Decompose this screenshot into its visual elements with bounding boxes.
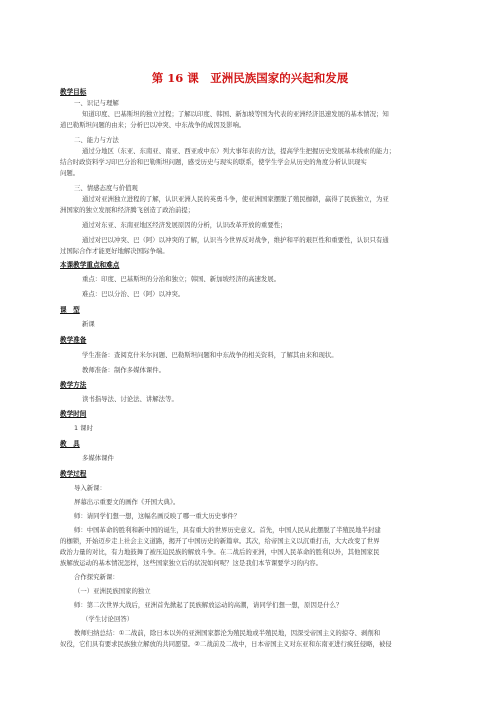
body-line: 问题。 [60, 169, 80, 177]
section-heading [0, 306, 500, 315]
section-heading-text: 教学目标 [60, 88, 87, 96]
body-line: 师：请同学们想一想，这幅名画反映了哪一重大历史事件？ [74, 512, 241, 520]
body-line: 结合时政资料学习印巴分治和巴勒斯坦问题，感受历史与现实的联系，使学生学会从历史的角度分析认识现实 [60, 158, 367, 166]
body-line: 教师归纳总结：①二战前，除日本以外的亚洲国家都沦为殖民地或半殖民地，因深受帝国主义的掠夺、剥削和 [74, 629, 381, 637]
section-heading-text: 教学方法 [60, 381, 87, 389]
body-line: 过国际合作才能更好地解决国际争端。 [60, 247, 169, 255]
section-heading [0, 470, 500, 479]
body-line: 一、识记与理解 [74, 99, 119, 107]
section-heading-text: 教学时间 [60, 410, 87, 418]
body-line: 学生准备：查阅克什米尔问题、巴勒斯坦问题和中东战争的相关资料，了解其由来和现状。 [82, 351, 338, 359]
body-line: 导入新课： [74, 484, 106, 492]
body-line: 族解放运动的基本情况怎样，这些国家独立后的状况如何呢？这是我们本节课要学习的内容。 [60, 559, 323, 567]
section-heading [0, 88, 500, 97]
body-line: 政治力量的对比，有力地鼓舞了被压迫民族的解放斗争。在二战后的亚洲，中国人民革命的胜利以外，其他国家民 [60, 548, 380, 556]
body-line: 洲国家的独立发展和经济腾飞创造了政治前提； [60, 206, 195, 214]
body-line: 1 课时 [74, 424, 93, 432]
body-line: 奴役，它们具有要求民族独立解放的共同愿望。②二战前及二战中，日本帝国主义对东亚和东南亚进行疯狂侵略，被侵 [60, 640, 392, 648]
body-line: 二、能力与方法 [74, 136, 119, 144]
body-line: 师：中国革命的胜利和新中国的诞生，具有重大的世界历史意义。首先，中国人民从此摆脱了半殖民地半封建 [74, 526, 381, 534]
section-heading-text: 本课教学重点和难点 [60, 261, 120, 269]
body-line: 通过对巴以冲突、巴（阿）以冲突的了解，认识当今世界反对战争，维护和平的艰巨性和重要性，认识只有通 [82, 236, 389, 244]
body-line: 教师准备：制作多媒体课件。 [82, 366, 166, 374]
section-heading [0, 440, 500, 449]
body-line: 重点：印度、巴基斯坦的分治和独立；韩国、新加坡经济的高速发展。 [82, 275, 281, 283]
body-line: 合作探究新课： [74, 573, 119, 581]
lesson-title: 第 16 课 亚洲民族国家的兴起和发展 [151, 71, 349, 85]
section-heading-text: 教学准备 [60, 336, 87, 344]
body-line: （学生讨论回答） [82, 615, 134, 623]
body-line: 多媒体课件 [82, 454, 114, 462]
body-line: 三、情感态度与价值观 [74, 184, 138, 192]
body-line: 的枷锁，开始迈步走上社会主义道路，揭开了中国历史的新篇章。其次，给帝国主义以沉重打击，大大改变了世界 [60, 537, 380, 545]
body-line: 通过分地区（东亚、东南亚、南亚、西亚或中东）列大事年表的方法，提高学生把握历史发展基本线索的能力； [82, 147, 396, 155]
section-heading-text: 课 型 [60, 306, 80, 314]
section-heading [0, 336, 500, 345]
section-heading [0, 410, 500, 419]
body-line: 知道印度、巴基斯坦的独立过程；了解以印度、韩国、新加坡等国为代表的亚洲经济迅速发展的基本情况；知 [82, 110, 389, 118]
section-heading [0, 381, 500, 390]
section-heading-text: 教学过程 [60, 470, 87, 478]
body-line: 难点：巴以分治、巴（阿）以冲突。 [82, 290, 185, 298]
body-line: 屏幕出示重要文的画作《开国大典》。 [74, 498, 180, 506]
body-line: 师：第二次世界大战后，亚洲首先掀起了民族解放运动的高潮，请同学们想一想，原因是什么？ [74, 601, 343, 609]
body-line: 道巴勒斯坦问题的由来；分析巴以冲突、中东战争的成因及影响。 [60, 121, 246, 129]
section-heading-text: 教 具 [60, 440, 80, 448]
body-line: （一）亚洲民族国家的独立 [74, 587, 151, 595]
body-line: 读书指导法、讨论法、讲解法等。 [82, 395, 178, 403]
body-line: 通过对亚洲独立进程的了解，认识亚洲人民的英勇斗争，使亚洲国家摆脱了殖民枷锁，赢得了民族独立，为亚 [82, 195, 389, 203]
body-line: 通过对东亚、东南亚地区经济发展原因的分析，认识改革开放的重要性； [82, 221, 287, 229]
section-heading [0, 261, 500, 270]
body-line: 新课 [82, 320, 95, 328]
